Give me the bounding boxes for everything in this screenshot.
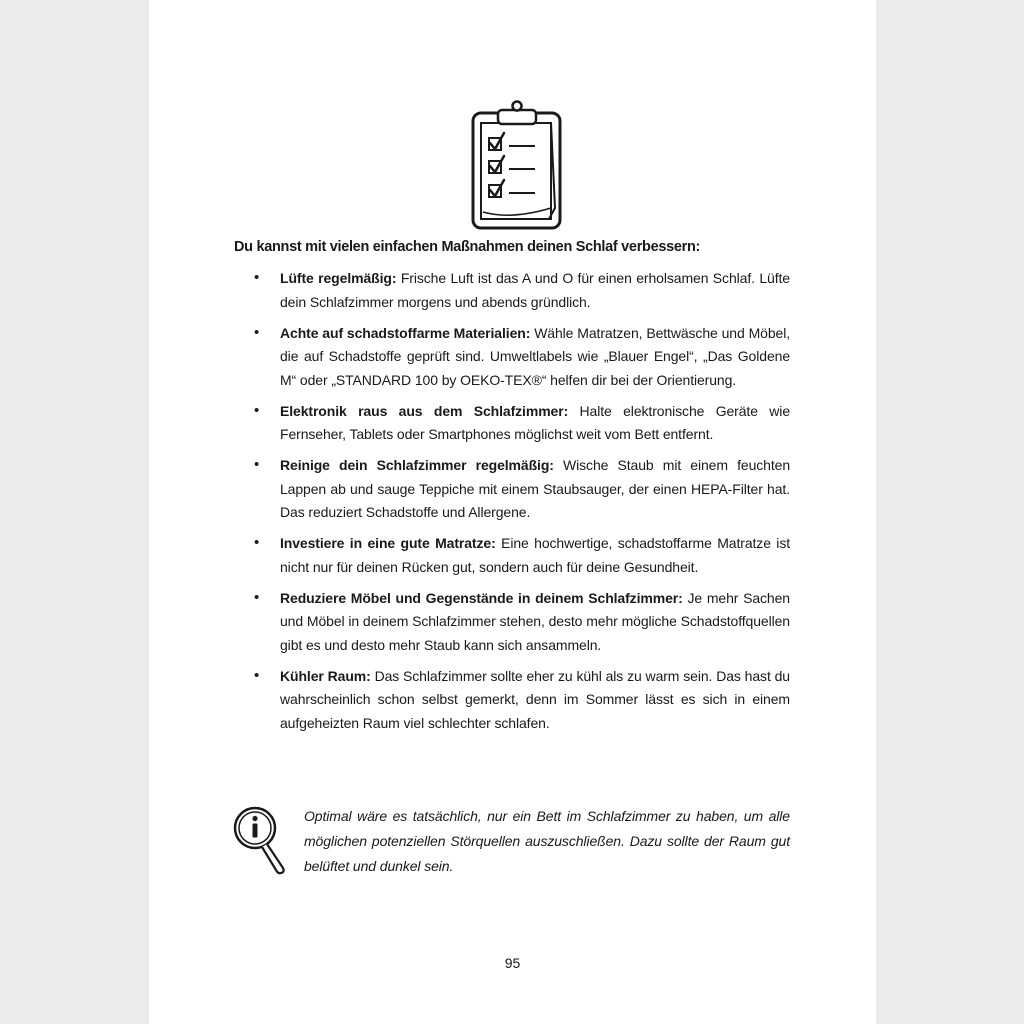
- bullet-icon: •: [254, 323, 260, 341]
- bullet-icon: •: [254, 666, 260, 684]
- bullet-icon: •: [254, 534, 260, 551]
- tip-text: Je mehr Sachen und Möbel in deinem Schlafzimmer stehen, desto mehr mögliche Schadstoffquellen gibt es und desto mehr Staub kann sich ansammeln.: [280, 589, 790, 653]
- info-magnifier-icon: [233, 804, 289, 876]
- bullet-icon: •: [254, 588, 260, 606]
- list-item: [254, 665, 790, 736]
- list-item: [254, 322, 790, 393]
- tip-label: Investiere in eine gute Matratze:: [280, 535, 496, 551]
- tip-text: Frische Luft ist das A und O für einen erholsamen Schlaf. Lüfte dein Schlafzimmer morgens und abends gründlich.: [280, 270, 790, 310]
- tip-label: Elektronik raus aus dem Schlafzimmer:: [280, 402, 569, 419]
- tip-label: Achte auf schadstoffarme Materialien:: [280, 324, 531, 341]
- list-item: [254, 400, 791, 447]
- bullet-icon: •: [254, 456, 260, 473]
- tip-label: Kühler Raum:: [280, 667, 371, 684]
- tip-label: Lüfte regelmäßig:: [280, 270, 397, 286]
- tip-label: Reduziere Möbel und Gegenstände in deinem Schlafzimmer:: [280, 589, 683, 606]
- tip-text: Eine hochwertige, schadstoffarme Matratze ist nicht nur für deinen Rücken gut, sondern auch für deine Gesundheit.: [280, 535, 791, 575]
- tip-label: Reinige dein Schlafzimmer regelmäßig:: [280, 457, 554, 473]
- intro-heading: Du kannst mit vielen einfachen Maßnahmen deinen Schlaf verbessern:: [234, 239, 701, 255]
- tips-list: [254, 267, 791, 743]
- tip-text: Wische Staub mit einem feuchten Lappen ab und sauge Teppiche mit einem Staubsauger, der einen HEPA-Filter hat. Das reduziert Schadstoffe und Allergene.: [280, 457, 791, 520]
- bullet-icon: •: [254, 401, 260, 419]
- list-item: [254, 532, 791, 579]
- list-item: [254, 587, 790, 658]
- tip-text: Halte elektronische Geräte wie Fernseher, Tablets oder Smartphones möglichst weit vom Bett entfernt.: [280, 402, 791, 442]
- tip-text: Wähle Matratzen, Bettwäsche und Möbel, die auf Schadstoffe geprüft sind. Umweltlabels wie „Blauer Engel“, „Das Goldene M“ oder „STANDARD 100 by OEKO-TEX®“ helfen dir bei der Orientierung.: [280, 324, 790, 388]
- bullet-icon: •: [254, 269, 260, 286]
- book-page: [149, 0, 876, 1024]
- page-number: 95: [504, 955, 521, 971]
- tip-text: Das Schlafzimmer sollte eher zu kühl als zu warm sein. Das hast du wahrscheinlich schon selbst gemerkt, denn im Sommer lässt es sich in einem aufgeheizten Raum viel schlechter schlafen.: [280, 667, 790, 731]
- list-item: [254, 267, 790, 314]
- list-item: [254, 454, 791, 525]
- info-note: Optimal wäre es tatsächlich, nur ein Bett im Schlafzimmer zu haben, um alle möglichen potenziellen Störquellen auszuschließen. Dazu sollte der Raum gut belüftet und dunkel sein.: [304, 808, 790, 874]
- clipboard-checklist-icon: [471, 100, 563, 232]
